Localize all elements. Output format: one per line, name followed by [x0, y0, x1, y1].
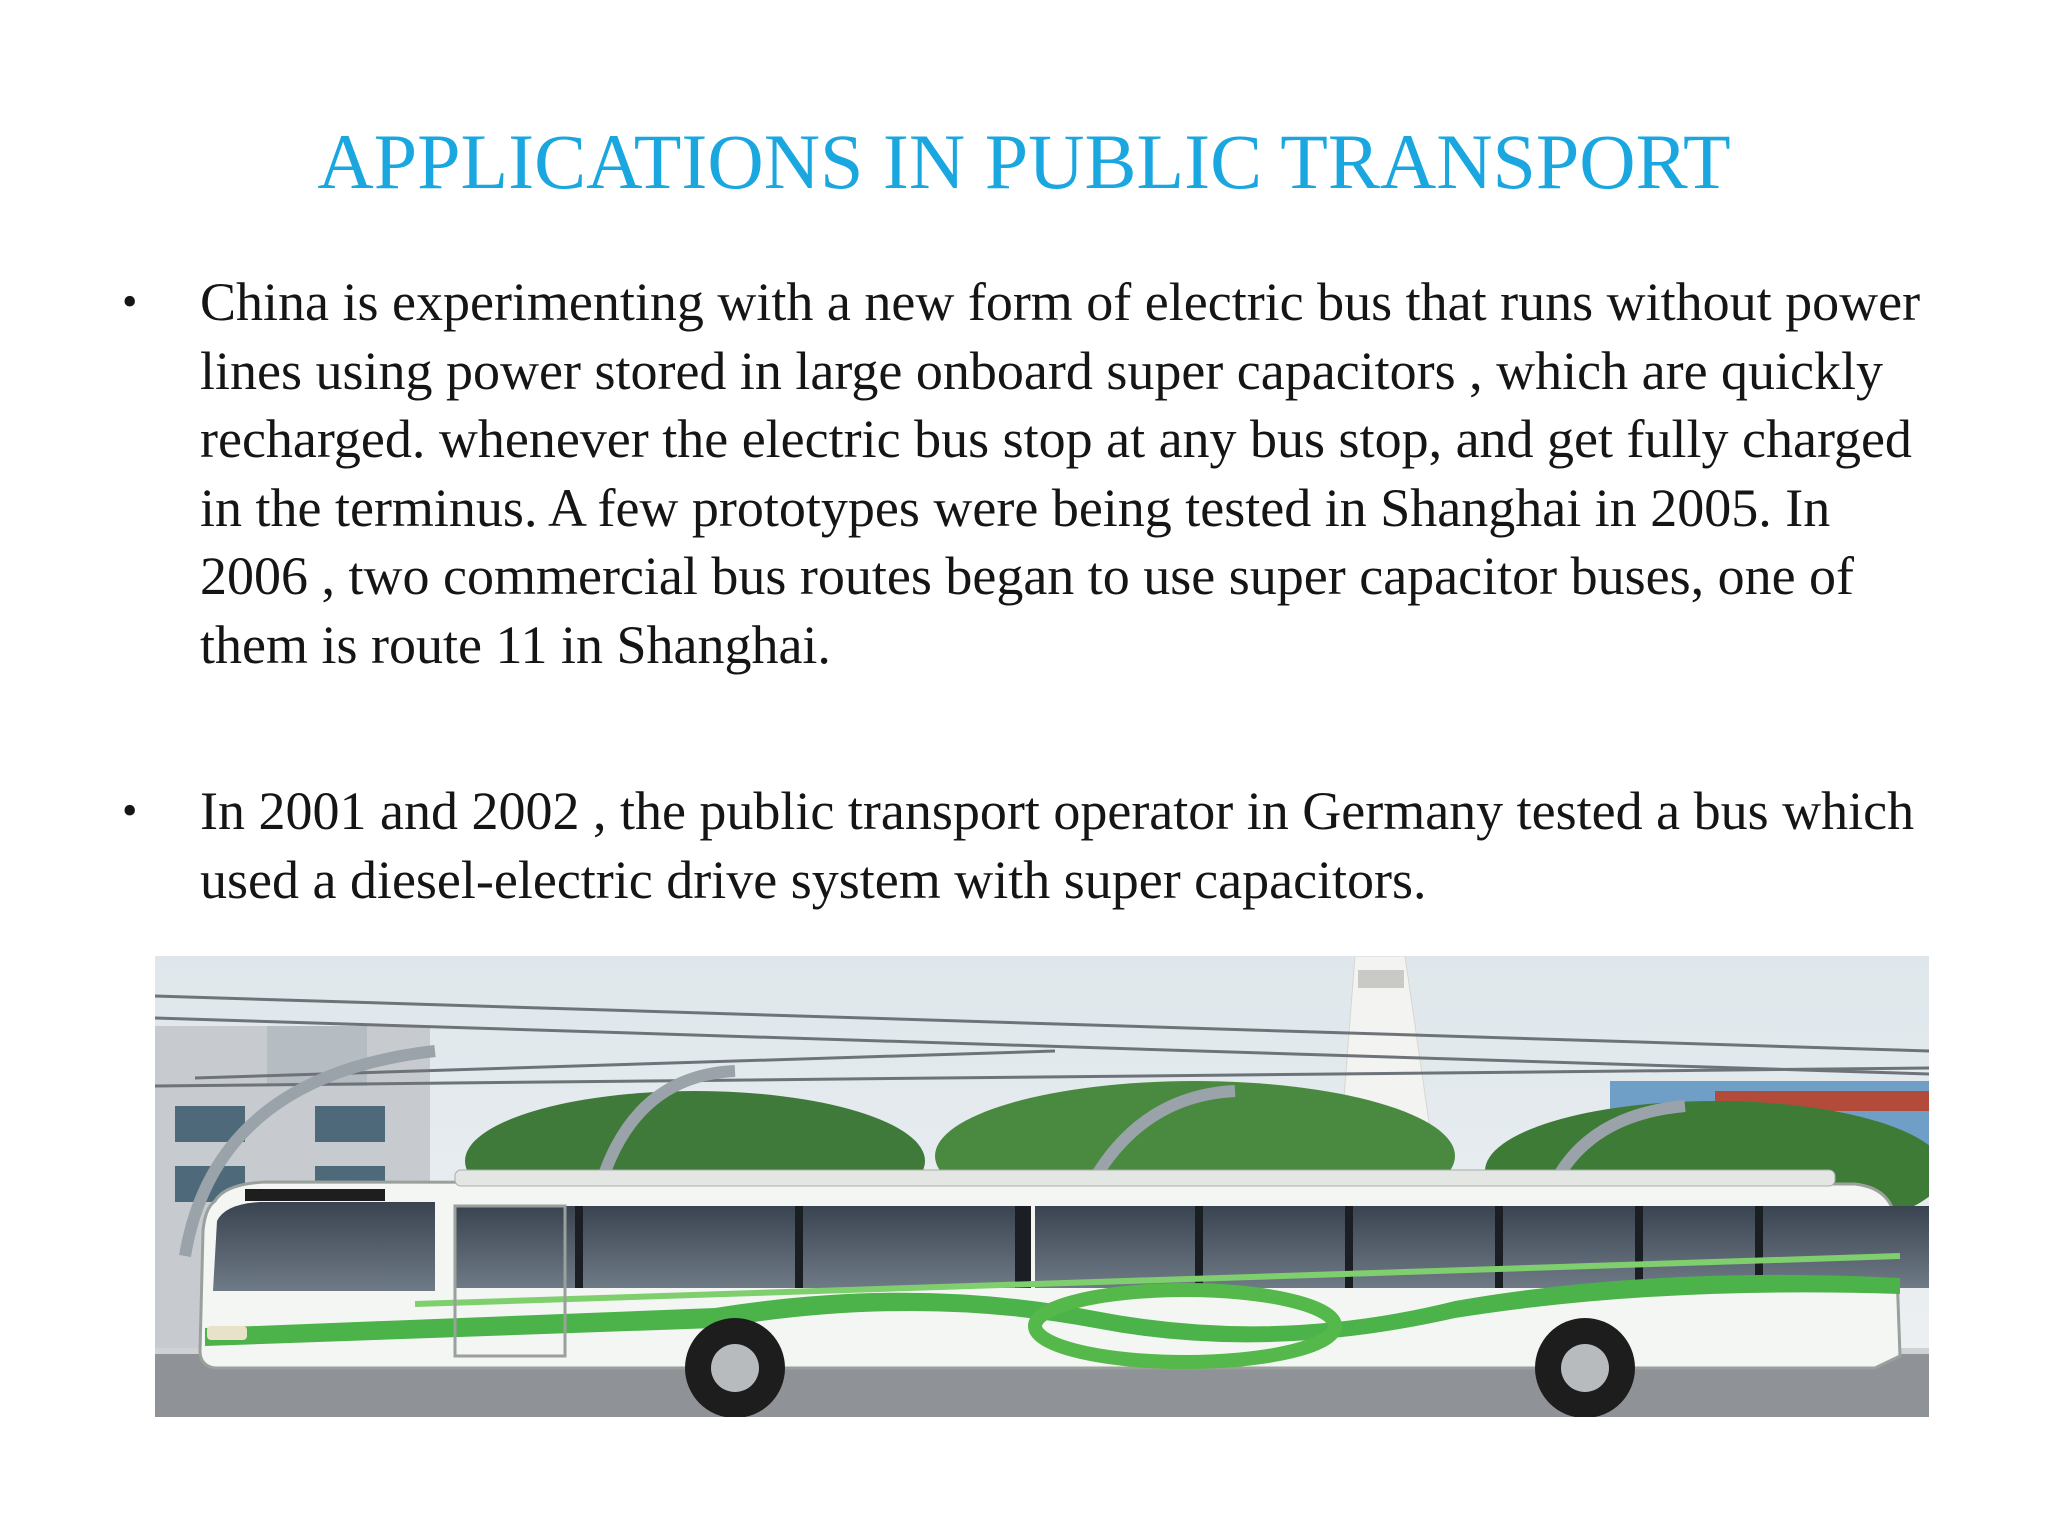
- bus-photo-illustration: [155, 956, 1929, 1417]
- chimney-band: [1358, 970, 1404, 988]
- bus-photo: [155, 956, 1929, 1417]
- slide-title: APPLICATIONS IN PUBLIC TRANSPORT: [317, 118, 1731, 205]
- bullet-text-germany: In 2001 and 2002 , the public transport operator in Germany tested a bus which used a diesel-electric drive system with super capacitors.: [200, 781, 1915, 910]
- bullet-text-china: China is experimenting with a new form of electric bus that runs without power lines using power stored in large onboard super capacitors , which are quickly recharged. whenever the electric bus stop at any bus stop, and get fully charged in the terminus. A few prototypes were being tested in Shanghai in 2005. In 2006 , two commercial bus routes began to use super capacitor buses, one of them is route 11 in Shanghai.: [200, 272, 1921, 675]
- bullet-marker: •: [122, 786, 138, 835]
- bullet-item-germany: [118, 777, 1948, 914]
- bullet-item-china: [118, 268, 1948, 679]
- bullet-marker: •: [122, 277, 138, 326]
- bullet-list: [118, 268, 1948, 914]
